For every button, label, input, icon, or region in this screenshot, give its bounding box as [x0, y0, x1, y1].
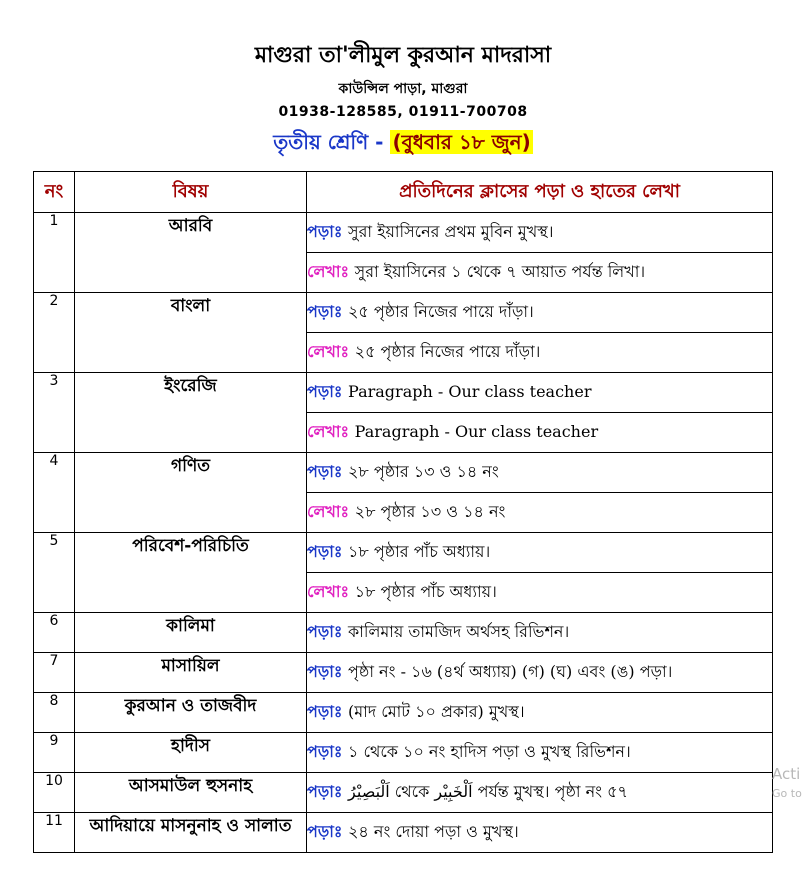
row-number: 11 [34, 813, 75, 853]
reading-task [307, 653, 773, 693]
row-number: 1 [34, 213, 75, 293]
reading-task [307, 373, 773, 413]
table-row [34, 653, 773, 693]
reading-task [307, 773, 773, 813]
writing-label: লেখাঃ [307, 342, 355, 361]
writing-label: লেখাঃ [307, 262, 355, 281]
reading-label: পড়াঃ [307, 622, 349, 641]
row-number: 2 [34, 293, 75, 373]
reading-task [307, 213, 773, 253]
writing-text: ২৫ পৃষ্ঠার নিজের পায়ে দাঁড়া। [354, 342, 541, 361]
reading-label: পড়াঃ [307, 702, 349, 721]
writing-task [307, 253, 773, 293]
reading-text: ২৫ পৃষ্ঠার নিজের পায়ে দাঁড়া। [348, 302, 534, 321]
table-row [34, 613, 773, 653]
row-subject: আদিয়ায়ে মাসনুনাহ ও সালাত [75, 813, 307, 853]
row-number: 6 [34, 613, 75, 653]
row-number: 4 [34, 453, 75, 533]
writing-label: লেখাঃ [307, 582, 355, 601]
header-description: প্রতিদিনের ক্লাসের পড়া ও হাতের লেখা [307, 172, 773, 213]
writing-text: সুরা ইয়াসিনের ১ থেকে ৭ আয়াত পর্যন্ত লিখা। [354, 262, 646, 281]
writing-text: Paragraph - Our class teacher [354, 422, 599, 441]
reading-text: ১৮ পৃষ্ঠার পাঁচ অধ্যায়। [348, 542, 491, 561]
writing-task [307, 413, 773, 453]
reading-task [307, 613, 773, 653]
reading-text: ২৮ পৃষ্ঠার ১৩ ও ১৪ নং [348, 462, 499, 481]
reading-label: পড়াঃ [307, 742, 349, 761]
table-row [34, 773, 773, 813]
table-row [34, 453, 773, 493]
row-subject: আসমাউল হুসনাহ [75, 773, 307, 813]
row-number: 9 [34, 733, 75, 773]
row-subject: গণিত [75, 453, 307, 533]
table-row [34, 813, 773, 853]
reading-text: (মাদ মোট ১০ প্রকার) মুখস্থ। [348, 702, 525, 721]
reading-label: পড়াঃ [307, 662, 349, 681]
writing-task [307, 493, 773, 533]
row-number: 5 [34, 533, 75, 613]
row-number: 8 [34, 693, 75, 733]
reading-text: ১ থেকে ১০ নং হাদিস পড়া ও মুখস্থ রিভিশন। [348, 742, 631, 761]
reading-label: পড়াঃ [307, 382, 349, 401]
reading-task [307, 693, 773, 733]
table-row [34, 733, 773, 773]
reading-label: পড়াঃ [307, 302, 349, 321]
reading-label: পড়াঃ [307, 542, 349, 561]
reading-text: কালিমায় তামজিদ অর্থসহ রিভিশন। [348, 622, 570, 641]
table-header-row [34, 172, 773, 213]
class-heading [0, 128, 806, 161]
writing-task [307, 573, 773, 613]
writing-text: ২৮ পৃষ্ঠার ১৩ ও ১৪ নং [354, 502, 506, 521]
table-body [34, 213, 773, 853]
row-subject: ইংরেজি [75, 373, 307, 453]
school-title: মাগুরা তা'লীমুল কুরআন মাদরাসা [254, 43, 552, 68]
reading-text: সুরা ইয়াসিনের প্রথম মুবিন মুখস্থ। [348, 222, 554, 241]
reading-label: পড়াঃ [307, 782, 349, 801]
table-row [34, 213, 773, 253]
row-subject: বাংলা [75, 293, 307, 373]
reading-task [307, 533, 773, 573]
reading-task [307, 453, 773, 493]
row-subject: পরিবেশ-পরিচিতি [75, 533, 307, 613]
header-number: নং [34, 172, 75, 213]
row-number: 7 [34, 653, 75, 693]
row-number: 10 [34, 773, 75, 813]
row-number: 3 [34, 373, 75, 453]
reading-text: Paragraph - Our class teacher [348, 382, 592, 401]
school-address: কাউন্সিল পাড়া, মাগুরা [338, 81, 468, 97]
header-subject: বিষয় [75, 172, 307, 213]
reading-text: ২৪ নং দোয়া পড়া ও মুখস্থ। [348, 822, 519, 841]
reading-task [307, 733, 773, 773]
reading-text: পৃষ্ঠা নং - ১৬ (৪র্থ অধ্যায়) (গ) (ঘ) এবং (ঙ) পড়া। [348, 662, 673, 681]
row-subject: কালিমা [75, 613, 307, 653]
reading-label: পড়াঃ [307, 822, 349, 841]
row-subject: আরবি [75, 213, 307, 293]
watermark-line-2: Go to [772, 787, 802, 800]
table-row [34, 293, 773, 333]
table-row [34, 693, 773, 733]
schedule-table [33, 171, 773, 853]
writing-task [307, 333, 773, 373]
row-subject: হাদীস [75, 733, 307, 773]
row-subject: কুরআন ও তাজবীদ [75, 693, 307, 733]
writing-text: ১৮ পৃষ্ঠার পাঁচ অধ্যায়। [354, 582, 497, 601]
reading-task [307, 293, 773, 333]
reading-task [307, 813, 773, 853]
activation-watermark [772, 764, 802, 804]
row-subject: মাসায়িল [75, 653, 307, 693]
watermark-line-1: Acti [772, 765, 801, 783]
reading-label: পড়াঃ [307, 222, 349, 241]
class-separator: - [368, 130, 391, 154]
reading-text: اَلْبَصِيْرُ থেকে اَلْخَبِيْر পর্যন্ত মুখস্থ। পৃষ্ঠা নং ৫৭ [348, 782, 628, 801]
school-phone: 01938-128585, 01911-700708 [278, 104, 528, 120]
writing-label: লেখাঃ [307, 422, 355, 441]
table-row [34, 533, 773, 573]
reading-label: পড়াঃ [307, 462, 349, 481]
table-row [34, 373, 773, 413]
class-day: (বুধবার ১৮ জুন) [392, 130, 531, 154]
writing-label: লেখাঃ [307, 502, 355, 521]
class-name: তৃতীয় শ্রেণি [273, 130, 369, 154]
